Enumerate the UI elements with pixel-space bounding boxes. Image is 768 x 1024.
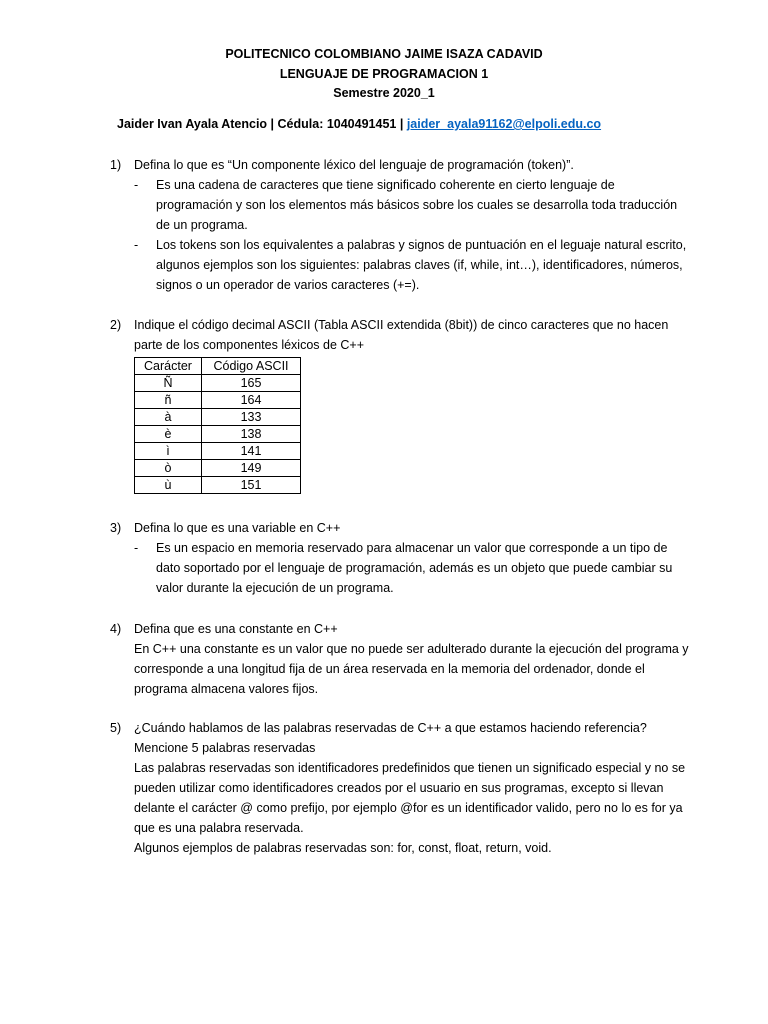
table-cell: 149 (202, 460, 301, 477)
question-text: Indique el código decimal ASCII (Tabla ASCII extendida (8bit)) de cinco caracteres que no hacen parte de los componentes léxicos de C++ (134, 318, 669, 352)
semester-title: Semestre 2020_1 (333, 86, 435, 100)
table-row (135, 443, 301, 460)
question-text: Defina que es una constante en C++ (134, 622, 338, 636)
answer-text: Las palabras reservadas son identificadores predefinidos que tienen un significado especial y no se pueden utilizar como identificadores creados por el usuario en sus programas, excepto si llevan delante el carácter @ como prefijo, por ejemplo @for es un identificador valido, pero no lo es for ya que es una palabra reservada. (134, 761, 686, 835)
bullet-text: Es un espacio en memoria reservado para almacenar un valor que corresponde a un tipo de dato soportado por el lenguaje de programación, además es un objeto que puede cambiar su valor durante la ejecución de un programa. (156, 541, 673, 595)
question-1 (110, 155, 690, 295)
question-number: 4) (110, 622, 122, 636)
bullet-dash: - (134, 541, 139, 555)
answer-examples: Algunos ejemplos de palabras reservadas son: for, const, float, return, void. (134, 841, 552, 855)
question-number: 5) (110, 721, 122, 735)
author-name: Jaider Ivan Ayala Atencio (117, 117, 268, 131)
bullet-text: Es una cadena de caracteres que tiene significado coherente en cierto lenguaje de programación y son los elementos más básicos sobre los cuales se desarrolla toda traducción de un programa. (156, 178, 678, 232)
table-cell: 138 (202, 426, 301, 443)
ascii-table (134, 357, 301, 494)
question-number: 1) (110, 158, 122, 172)
course-title: LENGUAJE DE PROGRAMACION 1 (279, 66, 489, 81)
institution-title: POLITECNICO COLOMBIANO JAIME ISAZA CADAVID (225, 47, 543, 61)
table-row (135, 375, 301, 392)
table-cell: ò (135, 460, 202, 477)
table-cell: ù (135, 477, 202, 494)
table-header-row (135, 358, 301, 375)
author-id: Cédula: 1040491451 (277, 117, 397, 131)
table-cell: 141 (202, 443, 301, 460)
column-header: Carácter (135, 358, 202, 375)
question-number: 3) (110, 521, 122, 535)
table-cell: 151 (202, 477, 301, 494)
table-cell: ì (135, 443, 202, 460)
question-number: 2) (110, 318, 122, 332)
question-4 (110, 619, 690, 699)
question-5 (110, 718, 690, 858)
answer-bullet (134, 538, 690, 598)
table-row (135, 409, 301, 426)
question-3 (110, 518, 690, 598)
table-cell: 165 (202, 375, 301, 392)
table-row (135, 392, 301, 409)
bullet-dash: - (134, 238, 139, 252)
answer-text: En C++ una constante es un valor que no puede ser adulterado durante la ejecución del programa y corresponde a una longitud fija de un área reservada en la memoria del ordenador, donde el programa almacena valores fijos. (134, 642, 689, 696)
question-text: Defina lo que es “Un componente léxico del lenguaje de programación (token)”. (134, 158, 574, 172)
table-cell: à (135, 409, 202, 426)
bullet-text: Los tokens son los equivalentes a palabras y signos de puntuación en el leguaje natural escrito, algunos ejemplos son los siguientes: palabras claves (if, while, int…), identificadores, números, signos o un operador de varios caracteres (+=). (156, 238, 687, 292)
table-row (135, 477, 301, 494)
answer-bullet (134, 235, 690, 295)
question-text: Defina lo que es una variable en C++ (134, 521, 341, 535)
question-2 (110, 315, 690, 494)
table-row (135, 460, 301, 477)
author-line (117, 115, 737, 134)
answer-bullet (134, 175, 690, 235)
table-cell: 164 (202, 392, 301, 409)
table-cell: Ñ (135, 375, 202, 392)
bullet-dash: - (134, 178, 139, 192)
question-text: ¿Cuándo hablamos de las palabras reservadas de C++ a que estamos haciendo referencia? Mencione 5 palabras reservadas (134, 721, 647, 755)
table-row (135, 426, 301, 443)
table-cell: ñ (135, 392, 202, 409)
author-email-link[interactable]: jaider_ayala91162@elpoli.edu.co (406, 117, 602, 131)
table-cell: 133 (202, 409, 301, 426)
column-header: Código ASCII (202, 358, 301, 375)
document-header (0, 45, 768, 104)
table-cell: è (135, 426, 202, 443)
separator: | (267, 117, 278, 131)
separator: | (396, 117, 407, 131)
